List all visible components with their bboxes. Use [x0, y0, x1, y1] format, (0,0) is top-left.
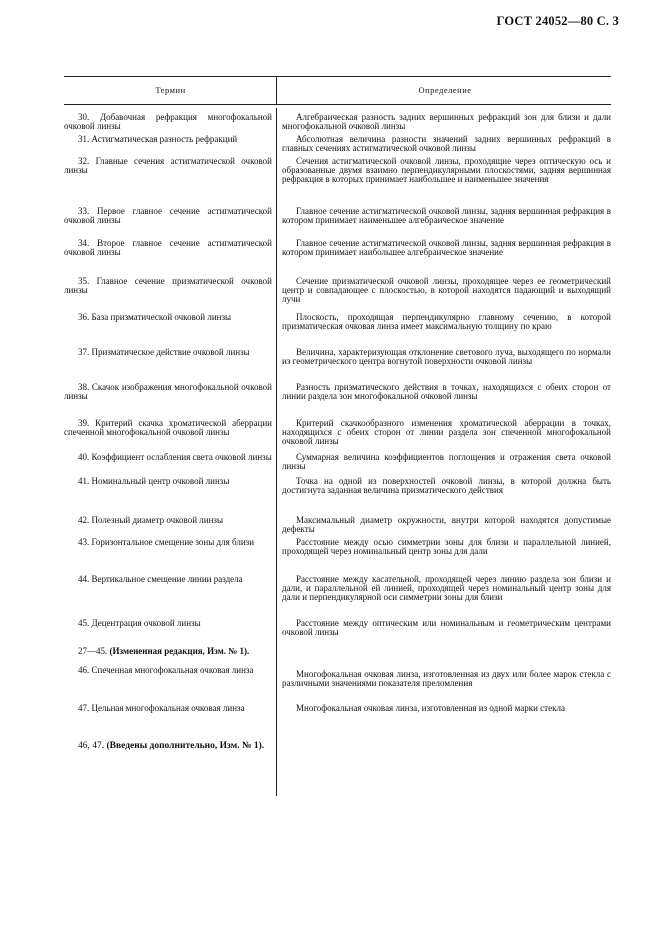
- term-cell: 36. База призматической очковой линзы: [78, 312, 232, 322]
- term-cell: 31. Астигматическая разность рефракций: [78, 134, 238, 144]
- term-cell: 33. Первое главное сечение астигматической очковой линзы: [64, 206, 272, 226]
- header-divider: [276, 77, 277, 104]
- definition-cell: Расстояние между касательной, проходящей через линию раздела зон близи и дали, и параллельной ей линией, проходящей через номинальный центр зоны для дали и перпендикулярной оси симметрии зоны для близи: [282, 574, 611, 603]
- definition-cell: Абсолютная величина разности значений задних вершинных рефракций в главных сечениях астигматической очковой линзы: [282, 134, 611, 154]
- column-header-definition: Определение: [418, 85, 472, 95]
- definition-cell: Суммарная величина коэффициентов поглощения и отражения света очковой линзы: [282, 452, 611, 472]
- term-cell: 47. Цельная многофокальная очковая линза: [78, 703, 245, 713]
- definition-cell: Расстояние между оптическим или номинальным и геометрическим центрами очковой линзы: [282, 618, 611, 638]
- term-cell: 34. Второе главное сечение астигматической очковой линзы: [64, 238, 272, 258]
- footer-note: [78, 741, 264, 751]
- term-cell: 39. Критерий скачка хроматической аберрации спеченной многофокальной очковой линзы: [64, 418, 272, 438]
- footer-note-text: (Введены дополнительно, Изм. № 1).: [106, 741, 265, 751]
- definition-cell: Максимальный диаметр окружности, внутри которой находятся допустимые дефекты: [282, 515, 611, 535]
- term-cell: 41. Номинальный центр очковой линзы: [78, 476, 230, 486]
- definition-cell: Сечение призматической очковой линзы, проходящее через ее геометрический центр и совпадающее с плоскостью, в которой находятся падающий и выходящий лучи: [282, 276, 611, 305]
- footer-note-number: 46, 47.: [78, 741, 107, 751]
- column-divider: [276, 108, 277, 796]
- definition-cell: Точка на одной из поверхностей очковой линзы, в которой должна быть достигнута заданная величина призматического действия: [282, 476, 611, 496]
- column-header-term: Термин: [155, 85, 186, 95]
- definition-cell: Многофокальная очковая линза, изготовленная из одной марки стекла: [296, 703, 565, 713]
- term-cell: 38. Скачок изображения многофокальной очковой линзы: [64, 382, 272, 402]
- table-header: [64, 76, 611, 105]
- term-cell: 35. Главное сечение призматической очковой линзы: [64, 276, 272, 296]
- definition-cell: Главное сечение астигматической очковой линзы, задняя вершинная рефракция в котором принимает наименьшее алгебраическое значение: [282, 206, 611, 226]
- term-cell: 45. Децентрация очковой линзы: [78, 618, 201, 628]
- definition-cell: Алгебраическая разность задних вершинных рефракций зон для близи и дали многофокальной очковой линзы: [282, 112, 611, 132]
- term-cell: 43. Горизонтальное смещение зоны для близи: [78, 537, 255, 547]
- term-cell: 46. Спеченная многофокальная очковая линза: [78, 665, 254, 675]
- definition-cell: Величина, характеризующая отклонение светового луча, выходящего по нормали из геометрического центра вогнутой поверхности очковой линзы: [282, 347, 611, 367]
- term-cell: 40. Коэффициент ослабления света очковой линзы: [78, 452, 272, 462]
- term-cell: 42. Полезный диаметр очковой линзы: [78, 515, 224, 525]
- term-cell: 37. Призматическое действие очковой линзы: [78, 347, 250, 357]
- definition-cell: Многофокальная очковая линза, изготовленная из двух или более марок стекла с различными значениями показателя преломления: [282, 669, 611, 689]
- page-header: ГОСТ 24052—80 С. 3: [496, 14, 619, 28]
- term-cell: 32. Главные сечения астигматической очковой линзы: [64, 156, 272, 176]
- amendment-note-number: 27—45.: [78, 646, 110, 656]
- definition-cell: Главное сечение астигматической очковой линзы, задняя вершинная рефракция в котором принимает наибольшее алгебраическое значение: [282, 238, 611, 258]
- definition-cell: Разность призматического действия в точках, находящихся с обеих сторон от линии раздела зон многофокальной очковой линзы: [282, 382, 611, 402]
- definition-cell: Критерий скачкообразного изменения хроматической аберрации в точках, находящихся с обеих сторон от линии раздела зон спеченной многофокальной очковой линзы: [282, 418, 611, 447]
- terms-table: [64, 76, 611, 713]
- definition-cell: Расстояние между осью симметрии зоны для близи и параллельной линией, проходящей через номинальный центр зоны для дали: [282, 537, 611, 557]
- amendment-note: [64, 647, 272, 656]
- term-cell: 44. Вертикальное смещение линии раздела: [78, 574, 243, 584]
- definition-cell: Плоскость, проходящая перпендикулярно главному сечению, в которой призматическая очковая линза имеет максимальную толщину по краю: [282, 312, 611, 332]
- term-cell: 30. Добавочная рефракция многофокальной очковой линзы: [64, 112, 272, 132]
- amendment-note-text: (Измененная редакция, Изм. № 1).: [109, 646, 250, 656]
- definition-cell: Сечения астигматической очковой линзы, проходящие через оптическую ось и образованные двумя взаимно перпендикулярными плоскостями, задняя вершинная рефракция в которых принимает наибольшее и наименьшее значения: [282, 156, 611, 185]
